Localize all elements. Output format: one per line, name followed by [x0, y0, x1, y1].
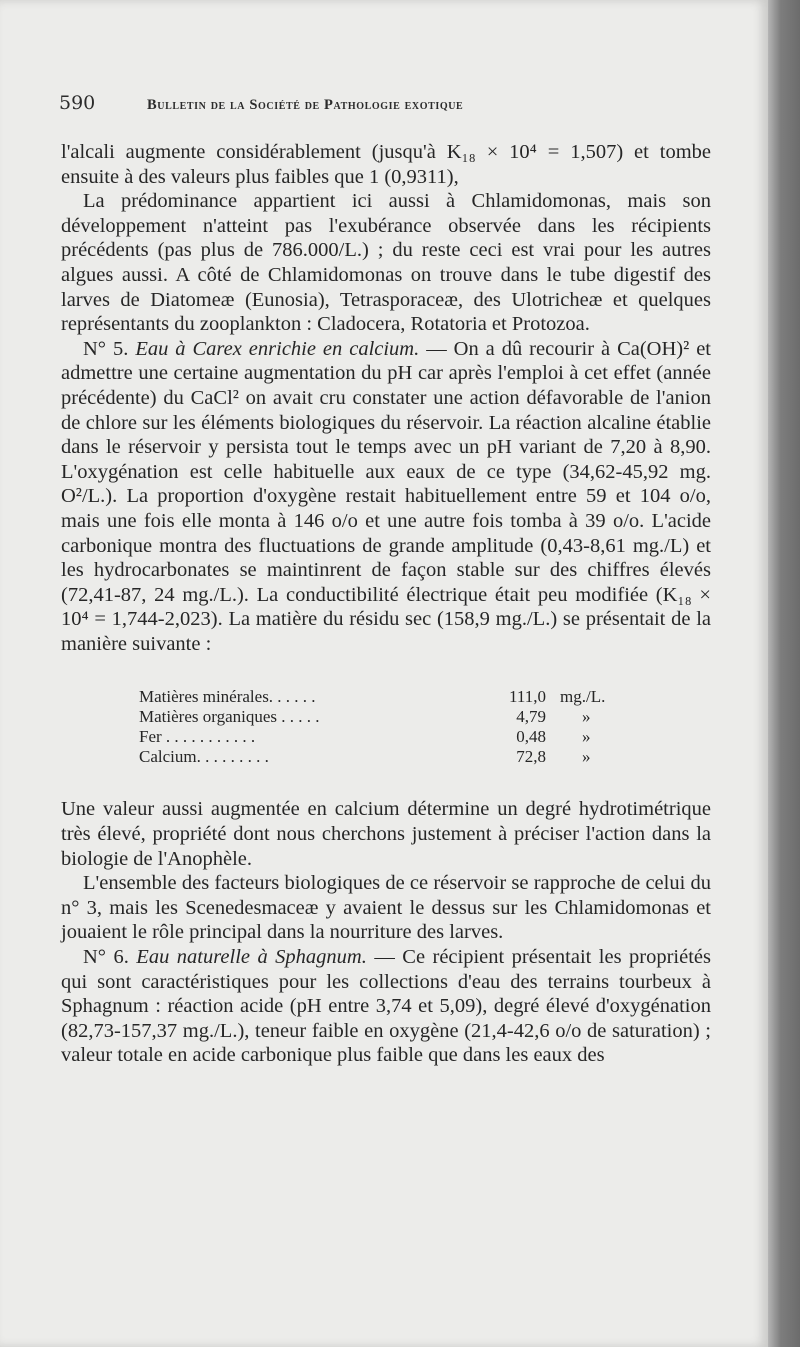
row-value: 0,48 — [516, 727, 546, 747]
table-row — [139, 707, 711, 727]
paragraph-no6 — [61, 945, 711, 1068]
section-text-6: — Ce récipient présentait les propriétés qui sont caractéristiques pour les collections d'eau des terrains tourbeux à Sphagnum : réaction acide (pH entre 3,74 et 5,09), degré élevé d'oxygénation (82,73-157,37 mg./L.), teneur faible en oxygène (21,4-42,6 o/o de saturation) ; valeur totale en acide carbonique plus faible que dans les eaux des — [61, 946, 711, 1067]
section-number-6: N° 6. — [83, 946, 129, 969]
table-row — [139, 687, 711, 707]
row-unit: » — [582, 727, 591, 747]
row-value: 111,0 — [509, 687, 546, 707]
paragraph-calcium: Une valeur aussi augmentée en calcium détermine un degré hydrotimétrique très élevé, propriété dont nous cherchons justement à préciser l'action dans la biologie de l'Anophèle. — [61, 798, 711, 870]
table-row — [139, 727, 711, 747]
row-label: Matières minérales. . . . . . — [139, 687, 316, 707]
row-unit: » — [582, 707, 591, 727]
section-title-5: Eau à Carex enrichie en calcium. — [135, 337, 420, 360]
row-label: Fer . . . . . . . . . . . — [139, 727, 256, 747]
paragraph-no5 — [61, 337, 711, 657]
journal-title: Bulletin de la Société de Pathologie exotique — [147, 97, 464, 113]
table-row — [139, 747, 711, 767]
row-label: Calcium. . . . . . . . . — [139, 747, 269, 767]
row-value: 4,79 — [516, 707, 546, 727]
row-value: 72,8 — [516, 747, 546, 767]
section-title-6: Eau naturelle à Sphagnum. — [136, 946, 367, 969]
row-unit: » — [582, 747, 591, 767]
section-number-5: N° 5. — [83, 337, 129, 360]
paragraph-ensemble: L'ensemble des facteurs biologiques de ce réservoir se rapproche de celui du n° 3, mais les Scenedesmaceæ y avaient le dessus sur les Chlamidomonas et jouaient le rôle principal dans la nourriture des larves. — [61, 872, 711, 944]
residue-table — [139, 687, 711, 767]
row-unit: mg./L. — [560, 687, 606, 707]
page-edge — [768, 0, 800, 1347]
body-text — [61, 140, 711, 1068]
paragraph-predominance: La prédominance appartient ici aussi à Chlamidomonas, mais son développement n'atteint pas l'exubérance observée dans les récipients précédents (pas plus de 786.000/L.) ; du reste ceci est vrai pour les autres algues aussi. A côté de Chlamidomonas on trouve dans le tube digestif des larves de Diatomeæ (Eunosia), Tetrasporaceæ, des Ulotricheæ et quelques représentants du zooplankton : Cladocera, Rotatoria et Protozoa. — [61, 190, 711, 336]
running-header — [59, 92, 709, 114]
page-number: 590 — [59, 92, 96, 114]
row-label: Matières organiques . . . . . — [139, 707, 320, 727]
section-text-5: — On a dû recourir à Ca(OH)² et admettre une certaine augmentation du pH car après l'emploi à cet effet (année précédente) du CaCl² on avait cru constater une action défavorable de l'anion de chlore sur les éléments biologiques du réservoir. La réaction alcaline établie dans le réservoir y persista tout le temps avec un pH variant de 7,20 à 8,90. L'oxygénation est celle habituelle aux eaux de ce type (34,62-45,92 mg. O²/L.). La proportion d'oxygène restait habituellement entre 59 et 104 o/o, mais une fois elle monta à 146 o/o et une autre fois tomba à 39 o/o. L'acide carbonique montra des fluctuations de grande amplitude (0,43-8,61 mg./L) et les hydrocarbonates se maintinrent de façon stable sur des chiffres élevés (72,41-87, 24 mg./L.). La conductibilité électrique était peu modifiée (K₁₈ × 10⁴ = 1,744-2,023). La matière du résidu sec (158,9 mg./L.) se présentait de la manière suivante : — [61, 337, 712, 655]
paragraph-continuation: l'alcali augmente considérablement (jusqu'à K₁₈ × 10⁴ = 1,507) et tombe ensuite à des valeurs plus faibles que 1 (0,9311), — [61, 141, 711, 188]
